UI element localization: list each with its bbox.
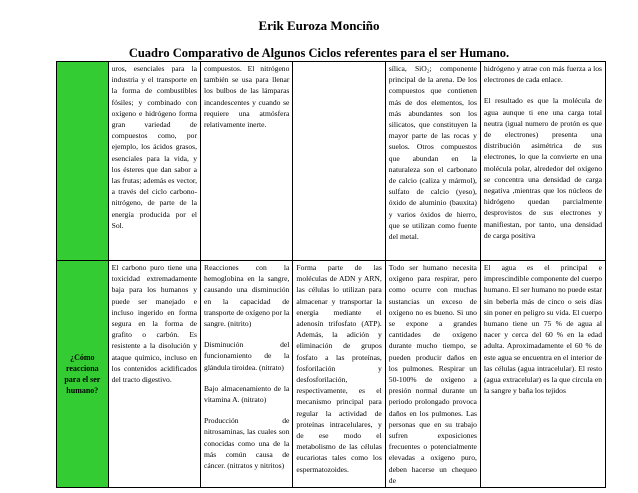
cell-paragraph: Disminución del funcionamiento de la glándula tiroidea. (nitrato) (204, 340, 290, 372)
cell-paragraph: Reacciones con la hemoglobina en la sangre, causando una disminución en la capacidad de transporte de oxígeno por la sangre. (nitrito) (204, 263, 290, 329)
cell-paragraph: Bajo almacenamiento de la vitamina A. (nitrato) (204, 383, 290, 405)
cell-paragraph: Forma parte de las moléculas de ADN y ARN, las células lo utilizan para almacenar y transportar la energía mediante el adenosín trifosfato (ATP). Además, la adición y eliminación de grupos fosfato a las proteínas, fosforilación y desfosforilación, respectivamente, es el mecanismo principal para regular la actividad de proteínas intracelulares, y de ese modo el metabolismo de las células eucariotas tales como los espermatozoides. (296, 263, 382, 474)
table-row (57, 261, 606, 488)
table-cell (293, 62, 385, 261)
table-cell (201, 261, 293, 488)
table-cell (480, 261, 605, 488)
cell-paragraph: Todo ser humano necesita oxígeno para respirar, pero como ocurre con muchas sustancias un exceso de oxígeno no es bueno. Si uno se expone a grandes cantidades de oxígeno durante mucho tiempo, se pueden producir daños en los pulmones. Respirar un 50-100% de oxígeno a presión normal durante un periodo prolongado provoca daños en los pulmones. Las personas que en su trabajo sufren exposiciones frecuentes o potencialmente elevadas a oxígeno puro, deben hacerse un chequeo de (388, 263, 477, 485)
table-cell (201, 62, 293, 261)
row-label-cell (57, 62, 109, 261)
row-label-cell: ¿Cómo reacciona para el ser humano? (57, 261, 109, 488)
author-name: Erik Euroza Monciño (258, 18, 380, 33)
cell-paragraph: El agua es el principal e imprescindible componente del cuerpo humano. El ser humano no puede estar sin beberla más de cinco o seis días sin poner en peligro su vida. El cuerpo humano tiene un 75 % de agua al nacer y cerca del 60 % en la edad adulta. Aproximadamente el 60 % de este agua se encuentra en el interior de las células (agua intracelular). El resto (agua extracelular) es la que circula en la sangre y baña los tejidos (483, 263, 602, 396)
cell-paragraph: El resultado es que la molécula de agua aunque ti ene una carga total neutra (igual numero de protón es que de electrones) presenta una distribución asimétrica de sus electrones, lo que la convierte en una molécula polar, alrededor del oxígeno se concentra una densidad de carga negativa ,mientras que los núcleos de hidrógeno quedan parcialmente desprovistos de sus electrones y manifiestan, por tanto, una densidad de carga positiva (483, 96, 602, 240)
table-cell (385, 62, 480, 261)
table-cell (293, 261, 385, 488)
cell-paragraph: compuestos. El nitrógeno también se usa para llenar los bulbos de las lámparas incandescentes y cuando se requiere una atmósfera relativamente inerte. (204, 64, 290, 130)
table-cell (385, 261, 480, 488)
table-cell (480, 62, 605, 261)
cell-paragraph: sílica, SiO₂; componente principal de la arena. De los compuestos que contienen más de dos elementos, los más abundantes son los silicatos, que constituyen la mayor parte de las rocas y suelos. Otros compuestos que abundan en la naturaleza son el carbonato de calcio (caliza y mármol), sulfato de calcio (yeso), óxido de aluminio (bauxita) y varios óxidos de hierro, que se utilizan como fuente del metal. (388, 64, 477, 242)
table-row (57, 62, 606, 261)
table-cell (108, 62, 200, 261)
table-cell (108, 261, 200, 488)
comparison-table (56, 61, 606, 488)
cell-paragraph: uros, esenciales para la industria y el transporte en la forma de combustibles fósiles; y combinado con oxígeno e hidrógeno forma gran variedad de compuestos como, por ejemplo, los ácidos grasos, esenciales para la vida, y los ésteres que dan sabor a las frutas; además es vector, a través del ciclo carbono-nitrógeno, de parte de la energía producida por el Sol. (111, 64, 198, 230)
cell-paragraph: El carbono puro tiene una toxicidad extremadamente baja para los humanos y puede ser manejado e incluso ingerido en forma segura en la forma de grafito o carbón. Es resistente a la disolución y ataque químico, incluso en los contenidos acidificados del tracto digestivo. (111, 263, 198, 385)
cell-paragraph: Producción de nitrosaminas, las cuales son conocidas como una de la más común causa de cáncer. (nitratos y nitritos) (204, 416, 290, 471)
cell-paragraph: hidrógeno y atrae con más fuerza a los electrones de cada enlace. (483, 64, 602, 85)
document-title: Cuadro Comparativo de Algunos Ciclos referentes para el ser Humano. (128, 46, 510, 60)
